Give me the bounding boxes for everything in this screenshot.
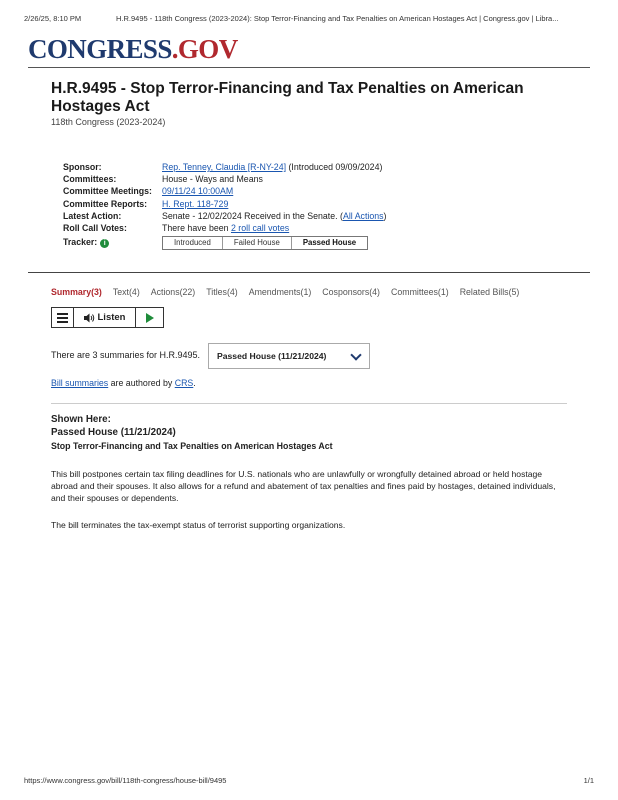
authored-end: . [193, 378, 196, 388]
sponsor-label: Sponsor: [63, 162, 102, 172]
tab-text[interactable]: Text(4) [112, 287, 140, 297]
tab-cosponsors[interactable]: Cosponsors(4) [322, 287, 380, 297]
menu-icon-bar [57, 317, 68, 319]
listen-toolbar [51, 307, 164, 328]
committees-value: House - Ways and Means [162, 174, 263, 185]
summary-divider [51, 403, 567, 404]
summary-version-select[interactable] [208, 343, 370, 369]
tab-amendments[interactable]: Amendments(1) [248, 287, 312, 297]
print-url: https://www.congress.gov/bill/118th-congress/house-bill/9495 [24, 776, 227, 785]
play-button[interactable] [136, 308, 163, 327]
reports-label: Committee Reports: [63, 198, 148, 209]
tracker-step-passed-house: Passed House [291, 237, 367, 249]
bill-summaries-link[interactable]: Bill summaries [51, 378, 109, 388]
speaker-icon [84, 313, 95, 323]
all-actions-link[interactable]: All Actions [342, 210, 384, 221]
listen-label: Listen [97, 312, 126, 323]
tracker-label: Tracker: [63, 237, 98, 248]
bill-overview [63, 161, 386, 250]
authored-note [51, 378, 196, 388]
listen-button[interactable] [74, 308, 136, 327]
roll-call-row [63, 222, 386, 234]
latest-action-label: Latest Action: [63, 210, 122, 221]
print-page-number: 1/1 [583, 776, 594, 785]
latest-action-value: Senate - 12/02/2024 Received in the Senate. ( [162, 210, 343, 221]
summary-count: There are 3 summaries for H.R.9495. [51, 350, 201, 360]
logo-dot: . [171, 34, 178, 64]
shown-here-version: Passed House (11/21/2024) [51, 427, 176, 438]
committees-label: Committees: [63, 174, 117, 185]
logo-part-congress: CONGRESS [28, 34, 172, 64]
meetings-label: Committee Meetings: [63, 186, 152, 197]
meetings-link[interactable]: 09/11/24 10:00AM [162, 186, 234, 197]
sponsor-introduced: (Introduced 09/09/2024) [286, 162, 383, 172]
main-divider [28, 272, 590, 273]
print-footer [24, 776, 594, 785]
tab-titles[interactable]: Titles(4) [206, 287, 238, 297]
menu-button[interactable] [52, 308, 74, 327]
committees-row [63, 173, 386, 185]
reports-row [63, 198, 386, 210]
logo-part-gov: GOV [177, 34, 238, 64]
menu-icon-bar [57, 321, 68, 323]
roll-call-label: Roll Call Votes: [63, 223, 127, 234]
selected-version: Passed House (11/21/2024) [217, 351, 327, 361]
menu-icon-bar [57, 313, 68, 315]
tab-summary[interactable]: Summary(3) [51, 287, 102, 297]
crs-link[interactable]: CRS [174, 378, 194, 388]
tab-actions[interactable]: Actions(22) [150, 287, 196, 297]
congress-gov-logo[interactable] [28, 34, 590, 64]
tracker-step-failed-house: Failed House [222, 237, 291, 249]
roll-call-link[interactable]: 2 roll call votes [230, 223, 290, 234]
print-header [24, 14, 594, 23]
roll-call-prefix: There have been [162, 223, 231, 234]
sponsor-link[interactable]: Rep. Tenney, Claudia [R-NY-24] [162, 162, 287, 172]
summary-paragraph: This bill postpones certain tax filing deadlines for U.S. nationals who are unlawfully or wrongfully detained abroad or held hostage abroad and their spouses. It also allows for a refund and abatement of tax penalties and fines paid by hostages, detained individuals, and their spouses or dependents. [51, 469, 556, 503]
tracker-row [63, 234, 386, 250]
authored-mid: are authored by [108, 378, 175, 388]
latest-action-close: ) [383, 210, 387, 221]
tab-related-bills[interactable]: Related Bills(5) [459, 287, 520, 297]
shown-here-label: Shown Here: [51, 414, 111, 425]
print-page-title: H.R.9495 - 118th Congress (2023-2024): Stop Terror-Financing and Tax Penalties on American Hostages Act | Congress.gov | Libra... [116, 14, 559, 23]
reports-link[interactable]: H. Rept. 118-729 [162, 198, 229, 209]
sponsor-row [63, 161, 386, 173]
info-icon[interactable]: i [100, 239, 109, 248]
tracker-step-introduced: Introduced [174, 238, 211, 248]
site-header [28, 34, 590, 68]
summary-paragraph: The bill terminates the tax-exempt status of terrorist supporting organizations. [51, 520, 346, 530]
summary-title: Stop Terror-Financing and Tax Penalties on American Hostages Act [51, 441, 333, 451]
print-date: 2/26/25, 8:10 PM [24, 14, 82, 23]
shown-here [51, 413, 176, 439]
bill-title: H.R.9495 - Stop Terror-Financing and Tax Penalties on American Hostages Act [51, 80, 524, 115]
tab-committees[interactable]: Committees(1) [391, 287, 449, 297]
chevron-down-icon [350, 349, 361, 360]
tracker-label-wrap [63, 236, 162, 248]
meetings-row [63, 185, 386, 197]
summary-body [51, 468, 561, 546]
bill-tabs [51, 287, 530, 297]
latest-action-row [63, 210, 386, 222]
congress-session: 118th Congress (2023-2024) [51, 117, 166, 127]
play-icon [146, 313, 154, 323]
bill-tracker [162, 236, 368, 250]
